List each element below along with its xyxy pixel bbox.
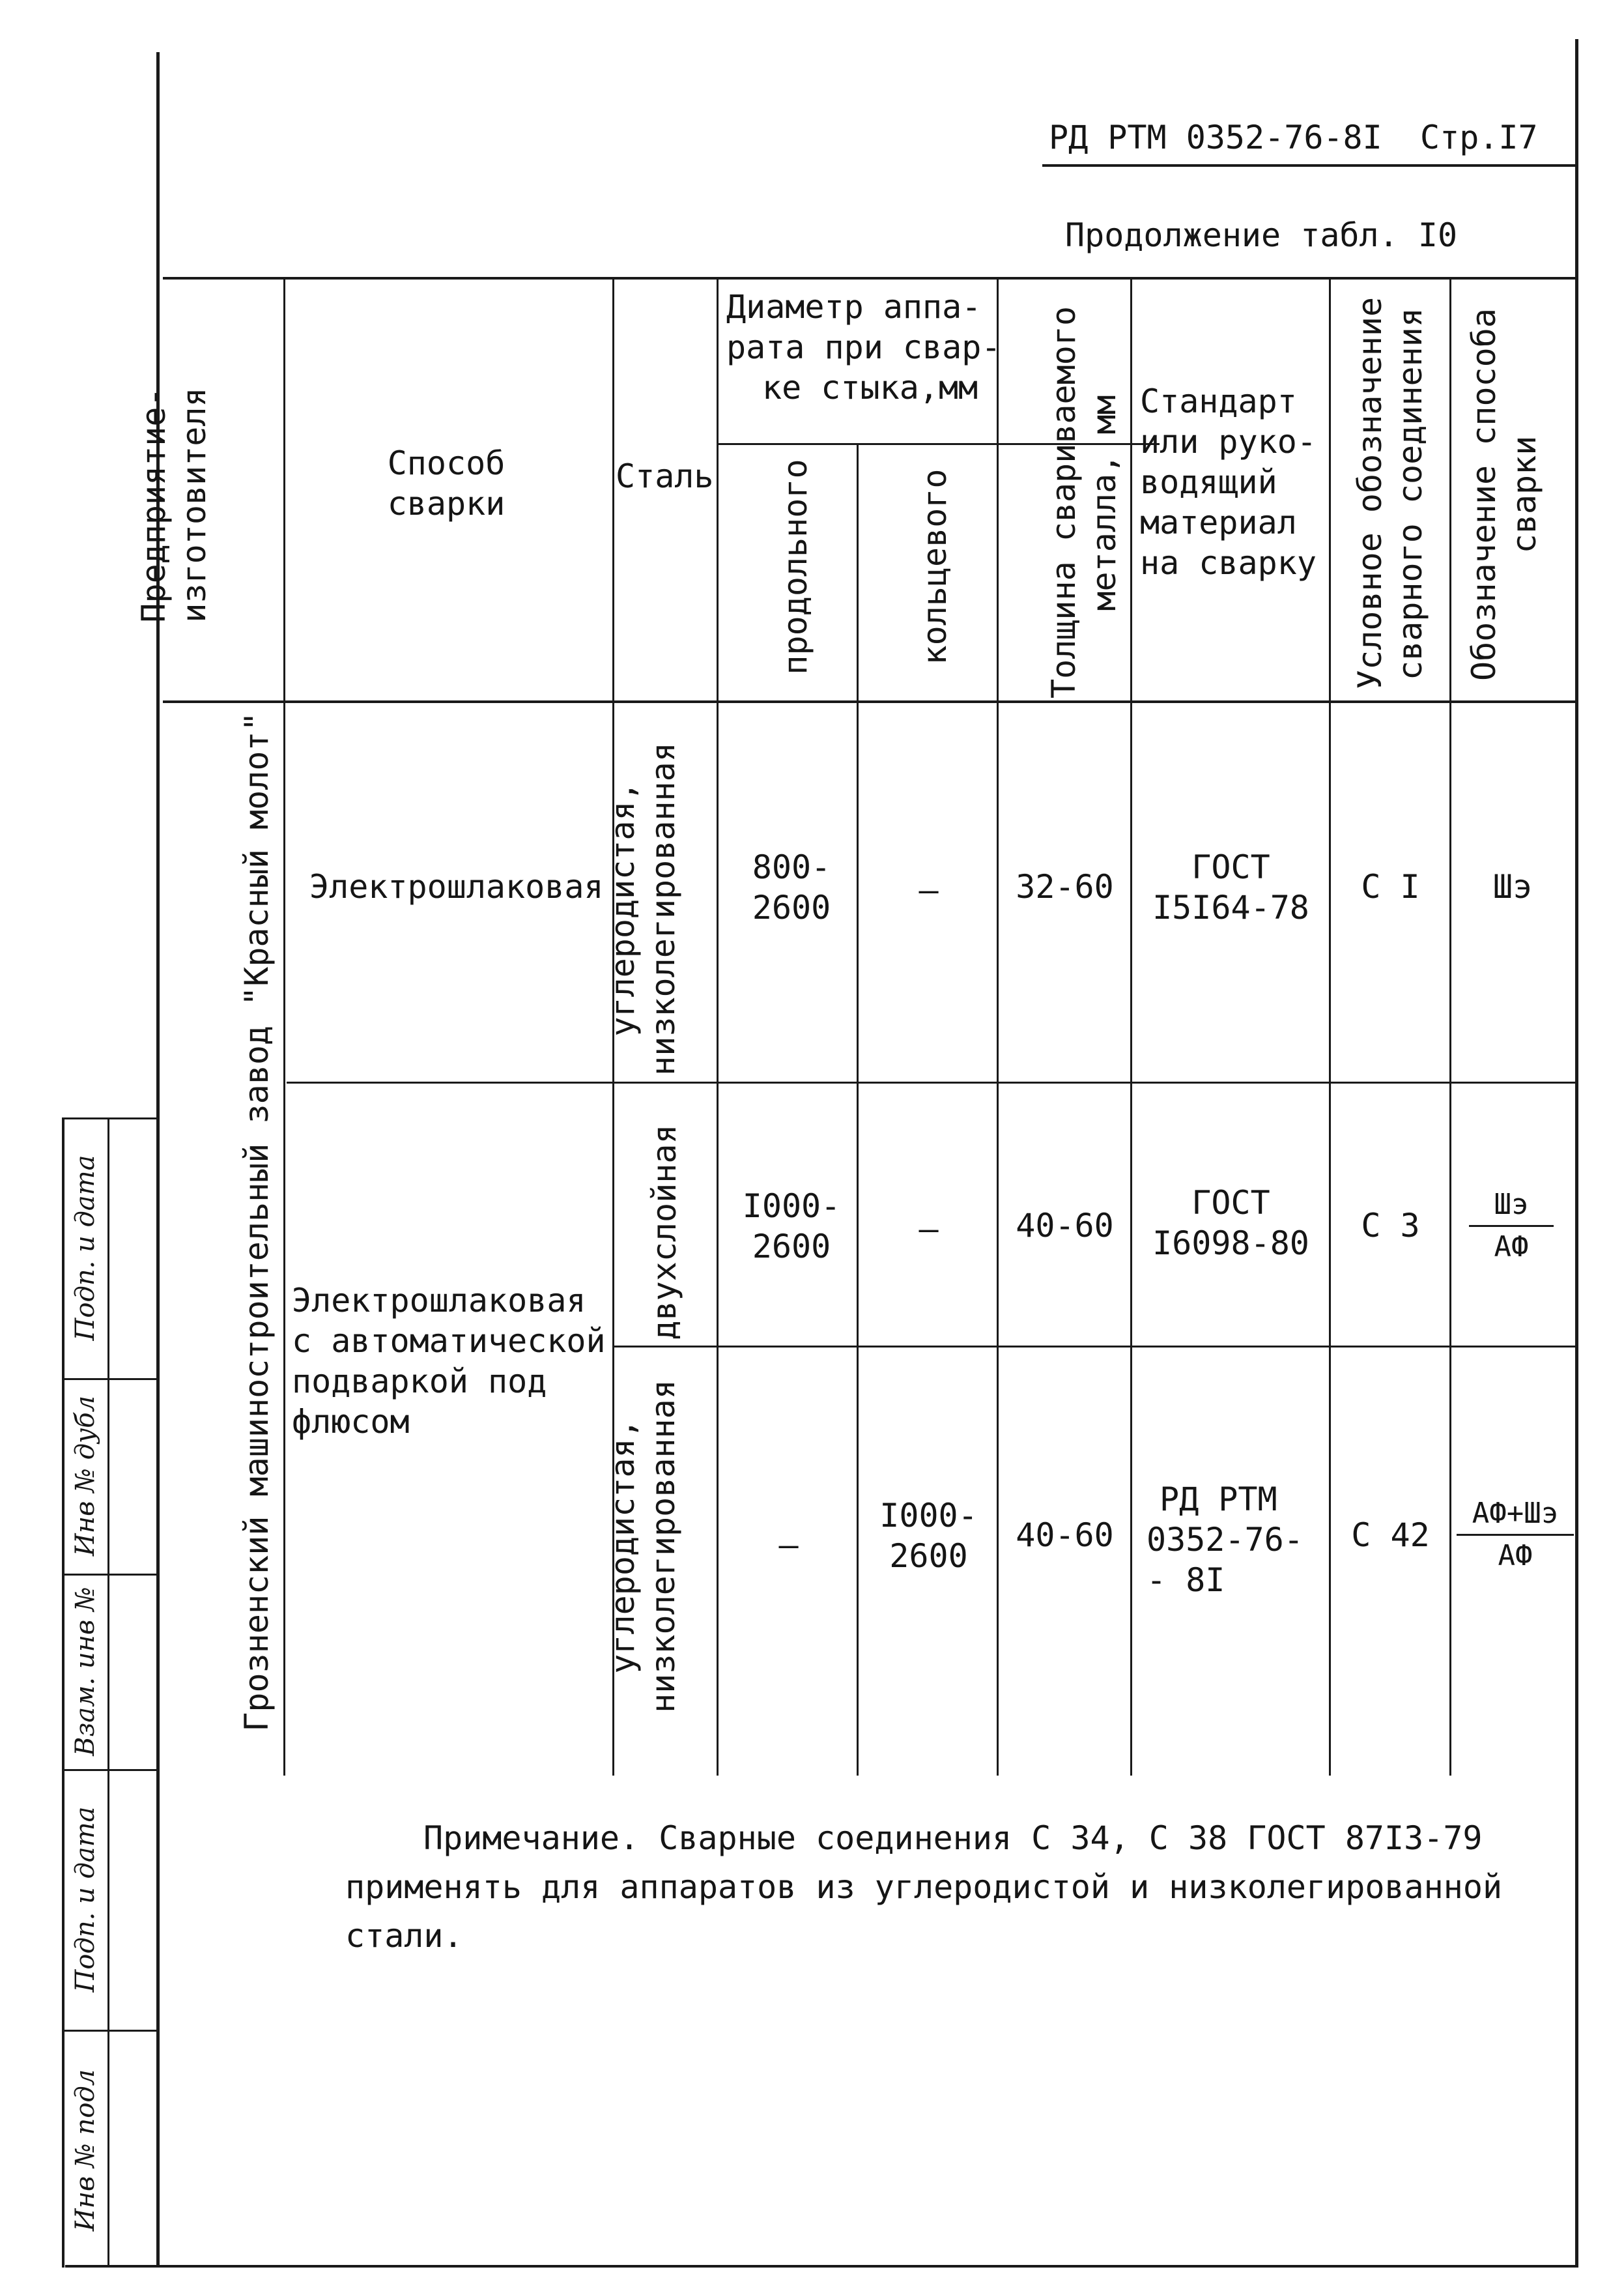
header-longitudinal: продольного: [776, 459, 814, 675]
row2-standard: ГОСТ I6098-80: [1152, 1184, 1309, 1262]
row1-joint: С I: [1361, 868, 1420, 906]
stamp-inv-dubl: Инв № дубл: [70, 1395, 100, 1557]
row3-steel: углеродистая, низколегированная: [604, 1379, 682, 1713]
row1-standard: ГОСТ I5I64-78: [1152, 848, 1309, 927]
header-method-symbol: Обозначение способа сварки: [1465, 308, 1543, 681]
row2-longitudinal: I000- 2600: [742, 1187, 841, 1265]
row2-joint: С 3: [1361, 1207, 1420, 1245]
header-thickness: Толщина свариваемого металла, мм: [1045, 306, 1123, 699]
page-number: Стр.I7: [1420, 119, 1538, 156]
row1-method-symbol: Шэ: [1492, 868, 1533, 906]
header-enterprise: Предприятие- изготовителя: [135, 387, 213, 623]
header-diameter: Диаметр аппа- рата при свар- ке стыка,мм: [726, 288, 1001, 407]
doc-reference: РД РТМ 0352-76-8I: [1049, 119, 1382, 156]
stamp-podp-data-2: Подп. и дата: [70, 1155, 100, 1341]
header-standard: Стандарт или руко- водящий материал на сварку: [1140, 382, 1317, 582]
stamp-vzam-inv: Взам. инв №: [70, 1587, 100, 1756]
enterprise-name: Грозненский машиностроительный завод "Красный молот": [238, 712, 276, 1732]
row23-method: Электрошлаковая с автоматической подваркой под флюсом: [292, 1282, 606, 1441]
stamp-inv-podl: Инв № подл: [70, 2069, 100, 2232]
note-line-2: применять для аппаратов из углеродистой и низколегированной: [345, 1868, 1503, 1906]
row2-steel: двухслойная: [646, 1124, 683, 1340]
row3-thickness: 40-60: [1016, 1516, 1114, 1554]
row2-circular: —: [919, 1210, 939, 1248]
table-continuation: Продолжение табл. I0: [1065, 216, 1458, 254]
header-steel: Сталь: [616, 457, 714, 495]
row1-method: Электрошлаковая: [309, 868, 604, 906]
row1-thickness: 32-60: [1016, 868, 1114, 906]
row2-thickness: 40-60: [1016, 1207, 1114, 1245]
note-line-1: Примечание. Сварные соединения С 34, С 38 ГОСТ 87I3-79: [423, 1819, 1483, 1857]
row3-circular: I000- 2600: [879, 1497, 978, 1575]
margin-stamp: [62, 1117, 160, 2268]
row2-method-symbol: Шэ АФ: [1469, 1187, 1554, 1265]
row1-longitudinal: 800- 2600: [752, 848, 831, 927]
row3-method-symbol: АФ+Шэ АФ: [1457, 1496, 1574, 1574]
note-line-3: стали.: [345, 1917, 463, 1955]
row3-joint: С 42: [1351, 1516, 1430, 1554]
row3-longitudinal: —: [778, 1526, 799, 1564]
header-method: Способ сварки: [387, 444, 506, 523]
header-circular: кольцевого: [916, 468, 954, 665]
stamp-podp-data-1: Подп. и дата: [70, 1806, 100, 1993]
row1-circular: —: [919, 871, 939, 909]
row1-steel: углеродистая, низколегированная: [604, 742, 682, 1076]
header-underline: [1042, 164, 1576, 167]
frame-bottom-line: [65, 2265, 1578, 2268]
row3-standard: РД РТМ 0352-76- - 8I: [1147, 1480, 1303, 1599]
header-joint-symbol: Условное обозначение сварного соединения: [1351, 296, 1429, 689]
